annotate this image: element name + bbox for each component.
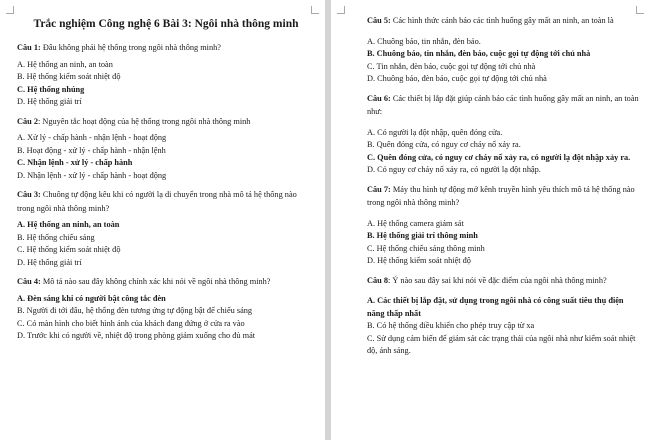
question-7: Câu 7: Máy thu hình tự động mở kênh truyền hình yêu thích mô tả hệ thống nào trong ngôi nhà thông minh? — [367, 184, 635, 207]
question-6: Câu 6: Các thiết bị lắp đặt giúp cảnh báo các tình huống gây mất an ninh, an toàn như: — [367, 93, 639, 116]
answer-option: D. Hệ thống kiểm soát nhiệt độ — [367, 256, 471, 265]
answer-option: B. Hệ thống kiểm soát nhiệt độ — [17, 72, 121, 81]
answer-option: A. Chuông báo, tin nhắn, đèn báo. — [367, 36, 481, 46]
correct-answer: C. Quên đóng cửa, có nguy cơ cháy nổ xảy ra, có người lạ đột nhập xảy ra. — [367, 152, 631, 162]
margin-mark — [636, 6, 644, 14]
answer-option: A. Hệ thống camera giám sát — [367, 218, 464, 228]
answer-option: C. Hệ thống kiểm soát nhiệt độ — [17, 245, 121, 254]
correct-answer: A. Đèn sáng khi có người bật công tắc đèn — [17, 293, 166, 303]
answer-option: A. Hệ thống an ninh, an toàn — [17, 59, 113, 69]
correct-answer: B. Hệ thống giải trí thông minh — [367, 231, 478, 240]
answer-option: D. Hệ thống giải trí — [17, 97, 82, 106]
question-4: Câu 4: Mô tả nào sau đây không chính xác khi nói về ngôi nhà thông minh? — [17, 277, 271, 286]
margin-mark — [6, 6, 14, 14]
answer-option: B. Quên đóng cửa, có nguy cơ cháy nổ xảy ra. — [367, 140, 521, 149]
document-title: Trắc nghiệm Công nghệ 6 Bài 3: Ngôi nhà thông minh — [33, 18, 299, 30]
question-8: Câu 8: Ý nào sau đây sai khi nói về đặc điểm của ngôi nhà thông minh? — [367, 275, 607, 285]
document-page-right — [331, 0, 650, 440]
margin-mark — [337, 6, 345, 14]
answer-option: D. Trước khi có người về, nhiệt độ trong phòng giảm xuống cho đủ mát — [17, 331, 256, 340]
answer-option: A. Có người lạ đột nhập, quên đóng cửa. — [367, 127, 503, 137]
answer-option: B. Có hệ thống điều khiển cho phép truy cập từ xa — [367, 321, 535, 330]
answer-option: A. Xử lý - chấp hành - nhận lệnh - hoạt động — [17, 133, 167, 142]
answer-option: C. Có màn hình cho biết hình ảnh của khách đang đứng ở cửa ra vào — [17, 318, 245, 328]
answer-option: D. Có nguy cơ cháy nổ xảy ra, có người lạ đột nhập. — [367, 165, 541, 174]
answer-option: C. Hệ thống chiếu sáng thông minh — [367, 243, 485, 253]
correct-answer: B. Chuông báo, tin nhắn, đèn báo, cuộc gọi tự động tới chủ nhà — [367, 49, 591, 58]
correct-answer: A. Các thiết bị lắp đặt, sử dụng trong ngôi nhà có công suất tiêu thụ điện năng thấp nhất — [367, 296, 624, 318]
margin-mark — [311, 6, 319, 14]
question-1: Câu 1: Đâu không phải hệ thống trong ngôi nhà thông minh? — [17, 43, 221, 52]
question-2: Câu 2: Nguyên tắc hoạt động của hệ thống trong ngôi nhà thông minh — [17, 116, 251, 126]
answer-option: B. Người đi tới đâu, hệ thống đèn tương ứng tự động bật để chiếu sáng — [17, 306, 253, 315]
answer-option: B. Hệ thống chiếu sáng — [17, 232, 95, 242]
answer-option: D. Hệ thống giải trí — [17, 257, 82, 267]
correct-answer: C. Nhận lệnh - xử lý - chấp hành — [17, 158, 133, 167]
answer-option: B. Hoạt động - xử lý - chấp hành - nhận lệnh — [17, 145, 166, 155]
correct-answer: A. Hệ thống an ninh, an toàn — [17, 220, 120, 229]
question-3: Câu 3: Chuông tự động kêu khi có người lạ di chuyển trong nhà mô tả hệ thống nào trong ngôi nhà thông minh? — [17, 190, 297, 213]
correct-answer: C. Hệ thống nhúng — [17, 84, 85, 94]
answer-option: D. Chuông báo, đèn báo, cuộc gọi tự động tới chủ nhà — [367, 74, 547, 83]
answer-option: D. Nhận lệnh - xử lý - chấp hành - hoạt động — [17, 170, 167, 180]
answer-option: C. Sử dụng cảm biến để giám sát các trạng thái của ngôi nhà như kiểm soát nhiệt độ, ánh sáng. — [367, 333, 636, 355]
answer-option: C. Tin nhắn, đèn báo, cuộc gọi tự động tới chủ nhà — [367, 61, 536, 71]
question-5: Câu 5: Các hình thức cảnh báo các tình huống gây mất an ninh, an toàn là — [367, 16, 614, 25]
